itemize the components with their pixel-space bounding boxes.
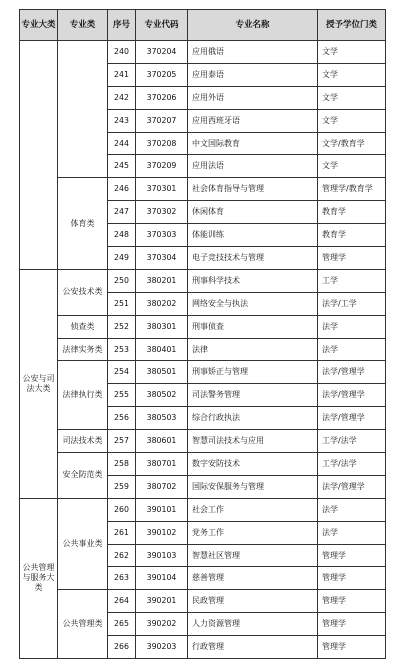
code-cell: 390102 bbox=[136, 521, 188, 544]
major-name-cell: 刑事矫正与管理 bbox=[188, 361, 318, 384]
table-row bbox=[20, 590, 386, 613]
seq-cell: 253 bbox=[108, 338, 136, 361]
table-row bbox=[20, 178, 386, 201]
subcategory-cell: 司法技术类 bbox=[58, 430, 108, 453]
code-cell: 380501 bbox=[136, 361, 188, 384]
subcategory-cell bbox=[58, 41, 108, 178]
seq-cell: 241 bbox=[108, 63, 136, 86]
seq-cell: 263 bbox=[108, 567, 136, 590]
major-name-cell: 应用西班牙语 bbox=[188, 109, 318, 132]
major-name-cell: 电子竞技技术与管理 bbox=[188, 247, 318, 270]
degree-cell: 法学 bbox=[318, 315, 386, 338]
code-cell: 390103 bbox=[136, 544, 188, 567]
code-cell: 370206 bbox=[136, 86, 188, 109]
major-name-cell: 智慧社区管理 bbox=[188, 544, 318, 567]
major-name-cell: 综合行政执法 bbox=[188, 407, 318, 430]
seq-cell: 266 bbox=[108, 636, 136, 659]
seq-cell: 262 bbox=[108, 544, 136, 567]
category-cell bbox=[20, 41, 58, 270]
code-cell: 370209 bbox=[136, 155, 188, 178]
code-cell: 390201 bbox=[136, 590, 188, 613]
seq-cell: 257 bbox=[108, 430, 136, 453]
subcategory-cell: 侦查类 bbox=[58, 315, 108, 338]
seq-cell: 251 bbox=[108, 292, 136, 315]
seq-cell: 247 bbox=[108, 201, 136, 224]
degree-cell: 管理学/教育学 bbox=[318, 178, 386, 201]
table-row bbox=[20, 430, 386, 453]
degree-cell: 教育学 bbox=[318, 224, 386, 247]
degree-cell: 教育学 bbox=[318, 201, 386, 224]
major-name-cell: 智慧司法技术与应用 bbox=[188, 430, 318, 453]
header-degree: 授予学位门类 bbox=[318, 10, 386, 41]
degree-cell: 管理学 bbox=[318, 613, 386, 636]
degree-cell: 文学 bbox=[318, 155, 386, 178]
major-name-cell: 网络安全与执法 bbox=[188, 292, 318, 315]
subcategory-cell: 体育类 bbox=[58, 178, 108, 270]
degree-cell: 管理学 bbox=[318, 247, 386, 270]
seq-cell: 248 bbox=[108, 224, 136, 247]
header-category: 专业大类 bbox=[20, 10, 58, 41]
seq-cell: 256 bbox=[108, 407, 136, 430]
major-name-cell: 应用法语 bbox=[188, 155, 318, 178]
major-name-cell: 刑事科学技术 bbox=[188, 269, 318, 292]
seq-cell: 261 bbox=[108, 521, 136, 544]
code-cell: 370302 bbox=[136, 201, 188, 224]
table-row bbox=[20, 338, 386, 361]
major-name-cell: 数字安防技术 bbox=[188, 453, 318, 476]
subcategory-cell: 安全防范类 bbox=[58, 453, 108, 499]
code-cell: 380601 bbox=[136, 430, 188, 453]
table-row bbox=[20, 453, 386, 476]
major-name-cell: 休闲体育 bbox=[188, 201, 318, 224]
major-name-cell: 社会体育指导与管理 bbox=[188, 178, 318, 201]
degree-cell: 法学/管理学 bbox=[318, 475, 386, 498]
category-cell: 公安与司法大类 bbox=[20, 269, 58, 498]
degree-cell: 文学 bbox=[318, 41, 386, 64]
code-cell: 380502 bbox=[136, 384, 188, 407]
table-row bbox=[20, 41, 386, 64]
major-name-cell: 人力资源管理 bbox=[188, 613, 318, 636]
code-cell: 380202 bbox=[136, 292, 188, 315]
major-name-cell: 法律 bbox=[188, 338, 318, 361]
subcategory-cell: 法律实务类 bbox=[58, 338, 108, 361]
header-subcategory: 专业类 bbox=[58, 10, 108, 41]
code-cell: 370301 bbox=[136, 178, 188, 201]
seq-cell: 255 bbox=[108, 384, 136, 407]
degree-cell: 文学/教育学 bbox=[318, 132, 386, 155]
code-cell: 380401 bbox=[136, 338, 188, 361]
seq-cell: 264 bbox=[108, 590, 136, 613]
degree-cell: 管理学 bbox=[318, 636, 386, 659]
seq-cell: 245 bbox=[108, 155, 136, 178]
major-name-cell: 民政管理 bbox=[188, 590, 318, 613]
code-cell: 380701 bbox=[136, 453, 188, 476]
table-row bbox=[20, 269, 386, 292]
degree-cell: 法学/管理学 bbox=[318, 361, 386, 384]
major-name-cell: 社会工作 bbox=[188, 498, 318, 521]
degree-cell: 文学 bbox=[318, 109, 386, 132]
major-name-cell: 行政管理 bbox=[188, 636, 318, 659]
table-row bbox=[20, 361, 386, 384]
degree-cell: 管理学 bbox=[318, 544, 386, 567]
code-cell: 380301 bbox=[136, 315, 188, 338]
code-cell: 390101 bbox=[136, 498, 188, 521]
code-cell: 380702 bbox=[136, 475, 188, 498]
subcategory-cell: 公共管理类 bbox=[58, 590, 108, 659]
seq-cell: 240 bbox=[108, 41, 136, 64]
subcategory-cell: 公安技术类 bbox=[58, 269, 108, 315]
major-catalog-table bbox=[19, 9, 386, 659]
degree-cell: 法学/管理学 bbox=[318, 384, 386, 407]
header-seq: 序号 bbox=[108, 10, 136, 41]
seq-cell: 259 bbox=[108, 475, 136, 498]
header-code: 专业代码 bbox=[136, 10, 188, 41]
category-cell: 公共管理与服务大类 bbox=[20, 498, 58, 658]
degree-cell: 法学/管理学 bbox=[318, 407, 386, 430]
degree-cell: 法学 bbox=[318, 498, 386, 521]
major-name-cell: 党务工作 bbox=[188, 521, 318, 544]
major-name-cell: 司法警务管理 bbox=[188, 384, 318, 407]
code-cell: 370304 bbox=[136, 247, 188, 270]
seq-cell: 242 bbox=[108, 86, 136, 109]
major-name-cell: 刑事侦查 bbox=[188, 315, 318, 338]
major-name-cell: 体能训练 bbox=[188, 224, 318, 247]
code-cell: 380503 bbox=[136, 407, 188, 430]
degree-cell: 工学/法学 bbox=[318, 430, 386, 453]
code-cell: 370303 bbox=[136, 224, 188, 247]
seq-cell: 243 bbox=[108, 109, 136, 132]
table-row bbox=[20, 498, 386, 521]
seq-cell: 249 bbox=[108, 247, 136, 270]
degree-cell: 工学 bbox=[318, 269, 386, 292]
table-row bbox=[20, 315, 386, 338]
seq-cell: 254 bbox=[108, 361, 136, 384]
code-cell: 370207 bbox=[136, 109, 188, 132]
degree-cell: 文学 bbox=[318, 63, 386, 86]
code-cell: 390104 bbox=[136, 567, 188, 590]
degree-cell: 工学/法学 bbox=[318, 453, 386, 476]
seq-cell: 244 bbox=[108, 132, 136, 155]
major-name-cell: 应用俄语 bbox=[188, 41, 318, 64]
major-name-cell: 国际安保服务与管理 bbox=[188, 475, 318, 498]
seq-cell: 260 bbox=[108, 498, 136, 521]
seq-cell: 246 bbox=[108, 178, 136, 201]
degree-cell: 管理学 bbox=[318, 590, 386, 613]
code-cell: 390202 bbox=[136, 613, 188, 636]
major-name-cell: 中文国际教育 bbox=[188, 132, 318, 155]
code-cell: 370204 bbox=[136, 41, 188, 64]
degree-cell: 法学 bbox=[318, 521, 386, 544]
major-name-cell: 慈善管理 bbox=[188, 567, 318, 590]
subcategory-cell: 法律执行类 bbox=[58, 361, 108, 430]
degree-cell: 法学 bbox=[318, 338, 386, 361]
code-cell: 380201 bbox=[136, 269, 188, 292]
table-header-row bbox=[20, 10, 386, 41]
seq-cell: 250 bbox=[108, 269, 136, 292]
major-name-cell: 应用泰语 bbox=[188, 63, 318, 86]
degree-cell: 管理学 bbox=[318, 567, 386, 590]
header-name: 专业名称 bbox=[188, 10, 318, 41]
subcategory-cell: 公共事业类 bbox=[58, 498, 108, 590]
code-cell: 390203 bbox=[136, 636, 188, 659]
code-cell: 370208 bbox=[136, 132, 188, 155]
code-cell: 370205 bbox=[136, 63, 188, 86]
major-name-cell: 应用外语 bbox=[188, 86, 318, 109]
seq-cell: 252 bbox=[108, 315, 136, 338]
seq-cell: 258 bbox=[108, 453, 136, 476]
seq-cell: 265 bbox=[108, 613, 136, 636]
degree-cell: 文学 bbox=[318, 86, 386, 109]
degree-cell: 法学/工学 bbox=[318, 292, 386, 315]
